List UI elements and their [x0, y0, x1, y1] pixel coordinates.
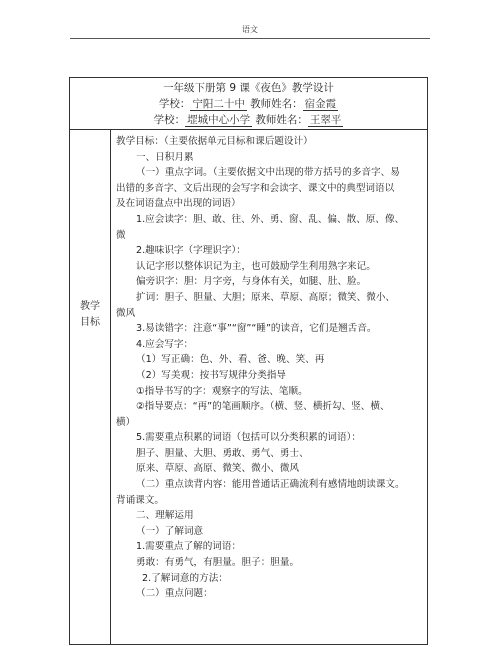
label-column	[70, 130, 111, 644]
text-line: 教学目标：（主要依据单元目标和课后题设计）	[116, 136, 313, 147]
author-line-2	[70, 112, 427, 128]
text-line: 横）	[116, 416, 136, 428]
text-line: 原来、草原、高原、微笑、微小、微风	[136, 463, 300, 475]
author-line-1	[70, 96, 427, 112]
text-line: 2.趣味识字（字理识字）：	[136, 245, 246, 257]
text-line: 1.应会读字：胆、敢、往、外、勇、窗、乱、偏、散、原、像、	[136, 213, 405, 225]
text-line: 扩词：胆子、胆量、大胆；原来、草原、高原；微笑、微小、	[136, 291, 396, 303]
text-line: 偏旁识字：胆：月字旁，与身体有关，如腿、肚、脸。	[136, 276, 367, 288]
teacher-name-2: 王翠平	[309, 114, 342, 126]
text-line: （一）重点字词。（主要依据文中出现的带方括号的多音字、易	[136, 167, 400, 179]
text-line: （2）写美观：按书写规律分类指导	[136, 369, 287, 381]
header-divider	[70, 38, 430, 39]
text-line: 5.需要重点积累的词语（包括可以分类积累的词语）：	[136, 432, 362, 444]
text-line: 2.了解词意的方法：	[142, 572, 228, 584]
text-line: （二）重点读背内容：能用普通话正确流利有感情地朗读课文。	[136, 479, 405, 491]
text-line: 认记字形以整体识记为主，也可鼓励学生利用熟字来记。	[136, 260, 376, 272]
school-name-2: 堽城中心小学	[187, 114, 251, 126]
teacher-label-2: 教师姓名：	[255, 114, 308, 126]
lesson-plan-table	[69, 77, 428, 645]
text-line: 微风	[116, 307, 136, 319]
school-label-1: 学校：	[158, 98, 191, 110]
text-line: 及在词语盘点中出现的词语）	[116, 198, 241, 210]
teacher-name-1: 宿金霞	[304, 98, 337, 110]
page-header: 语文	[242, 25, 258, 34]
text-line: ②指导要点：“再”的笔画顺序。（横、竖、横折勾、竖、横、	[136, 401, 390, 413]
text-line: （二）重点问题：	[136, 588, 213, 600]
text-line: 背诵课文。	[116, 494, 164, 506]
lesson-title: 一年级下册第 9 课《夜色》教学设计	[163, 82, 334, 94]
text-line: ①指导书写的字：观察字的写法、笔顺。	[136, 385, 308, 397]
text-line: 勇敢：有勇气，有胆量。胆子：胆量。	[136, 557, 300, 569]
title-cell	[70, 78, 427, 130]
text-line: 4.应会写字：	[136, 338, 194, 350]
teacher-label-1: 教师姓名：	[250, 98, 303, 110]
text-line: （一）了解词意	[136, 525, 204, 537]
text-line: （1）写正确：色、外、看、爸、晚、笑、再	[136, 354, 325, 366]
section-label	[70, 299, 110, 331]
text-line: 胆子、胆量、大胆、勇敢、勇气、勇士、	[136, 447, 309, 459]
text-line: 出错的多音字、文后出现的会写字和会读字、课文中的典型词语以	[116, 182, 395, 194]
section-label-line-2: 目标	[80, 317, 100, 328]
school-name-1: 宁阳二十中	[192, 98, 245, 110]
text-line: 1.需要重点了解的词语：	[136, 541, 242, 553]
content-cell	[116, 134, 422, 602]
text-line: 一、日积月累	[136, 151, 194, 163]
section-label-line-1: 教学	[80, 301, 100, 312]
text-line: 微	[116, 229, 126, 241]
text-line: 二、理解运用	[136, 510, 194, 522]
school-label-2: 学校：	[153, 114, 186, 126]
text-line: 3.易读错字：注意“事”“窗”“睡”的读音，它们是翘舌音。	[136, 323, 377, 335]
